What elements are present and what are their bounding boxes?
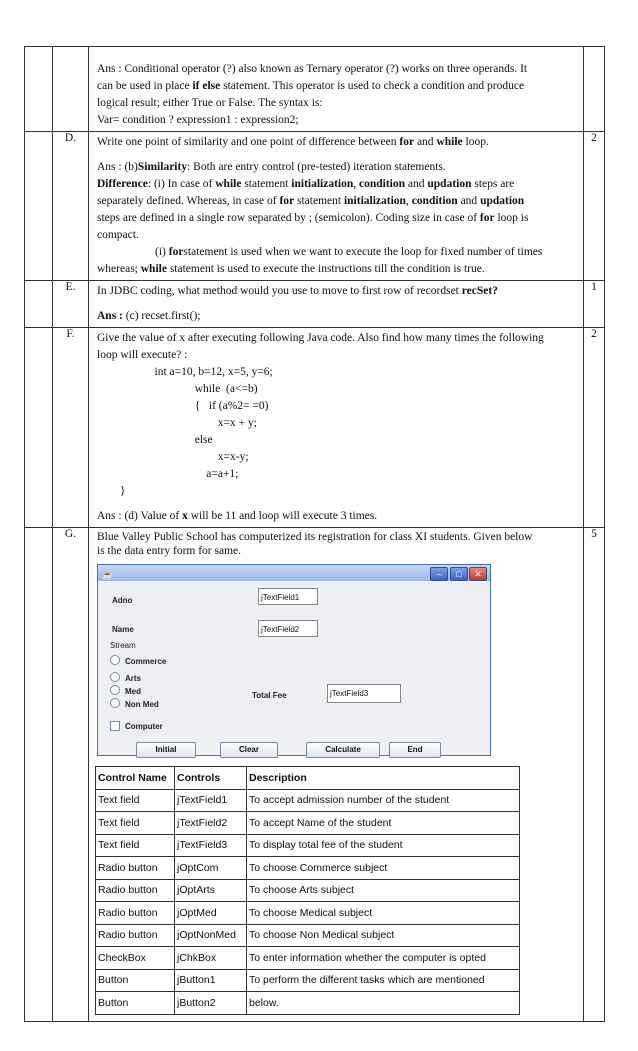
initial-button[interactable]: Initial (136, 742, 196, 758)
minimize-button[interactable]: – (430, 567, 448, 581)
name-field[interactable]: jTextField2 (258, 620, 318, 637)
table-cell: Text field (96, 834, 175, 857)
arts-radio[interactable] (110, 672, 120, 682)
table-cell: jOptNonMed (175, 924, 247, 947)
total-fee-field[interactable]: jTextField3 (327, 684, 401, 703)
answer-line: can be used in place if else statement. This operator is used to check a condition and produce (97, 80, 525, 92)
question-text: Give the value of x after executing following Java code. Also find how many times the following (97, 332, 544, 344)
question-e (89, 281, 584, 328)
end-button[interactable]: End (389, 742, 441, 758)
table-cell: jTextField1 (175, 789, 247, 812)
question-g (89, 528, 584, 1022)
question-f (89, 328, 584, 528)
question-number: F. (53, 328, 89, 528)
table-row (96, 992, 520, 1015)
table-cell: jButton2 (175, 992, 247, 1015)
table-cell: Radio button (96, 879, 175, 902)
marks: 2 (584, 328, 605, 528)
answer-line: whereas; while statement is used to execute the instructions till the condition is true. (97, 263, 485, 275)
row-c-answer (89, 47, 584, 132)
table-cell: jButton1 (175, 969, 247, 992)
table-cell: Button (96, 969, 175, 992)
table-row (96, 902, 520, 925)
table-cell: jOptMed (175, 902, 247, 925)
window-title-bar (98, 565, 490, 581)
table-row (96, 879, 520, 902)
table-row (96, 834, 520, 857)
row-d (25, 132, 605, 281)
table-cell: To perform the different tasks which are mentioned (247, 969, 520, 992)
answer-line: Ans : (b)Similarity: Both are entry control (pre-tested) iteration statements. (97, 161, 446, 173)
table-cell: jChkBox (175, 947, 247, 970)
adno-label: Adno (112, 596, 133, 605)
answer-line: logical result; either True or False. The syntax is: (97, 97, 323, 109)
answer-line: Difference: (i) In case of while statement initialization, condition and updation steps are (97, 178, 515, 190)
row-f (25, 328, 605, 528)
table-row (96, 789, 520, 812)
data-entry-form-window (97, 564, 491, 756)
question-text: loop will execute? : (97, 349, 188, 361)
question-d (89, 132, 584, 281)
table-cell: jTextField3 (175, 834, 247, 857)
row-c-continuation (25, 47, 605, 132)
answer-line: Ans : (c) recset.first(); (97, 310, 201, 322)
question-page (24, 46, 605, 1009)
table-cell: jOptArts (175, 879, 247, 902)
table-cell: below. (247, 992, 520, 1015)
table-cell: Radio button (96, 902, 175, 925)
table-cell: Button (96, 992, 175, 1015)
question-number: G. (53, 528, 89, 1022)
table-row (96, 924, 520, 947)
nonmed-radio[interactable] (110, 698, 120, 708)
question-table (24, 46, 605, 1022)
answer-line: Ans : (d) Value of x will be 11 and loop will execute 3 times. (97, 510, 378, 522)
total-fee-label: Total Fee (252, 691, 287, 700)
answer-line: steps are defined in a single row separated by ; (semicolon). Coding size in case of for loop is (97, 212, 529, 224)
table-cell: CheckBox (96, 947, 175, 970)
commerce-label: Commerce (125, 657, 167, 666)
table-cell: Radio button (96, 857, 175, 880)
med-radio[interactable] (110, 685, 120, 695)
column-header: Control Name (96, 767, 175, 790)
question-number: D. (53, 132, 89, 281)
row-g (25, 528, 605, 1022)
java-cup-icon: ☕ (102, 570, 114, 580)
question-text: In JDBC coding, what method would you use to move to first row of recordset recSet? (97, 285, 498, 297)
computer-label: Computer (125, 722, 163, 731)
clear-button[interactable]: Clear (220, 742, 278, 758)
table-cell: To choose Arts subject (247, 879, 520, 902)
row-e (25, 281, 605, 328)
arts-label: Arts (125, 674, 142, 683)
question-number: E. (53, 281, 89, 328)
table-cell: jOptCom (175, 857, 247, 880)
column-header: Controls (175, 767, 247, 790)
computer-checkbox[interactable] (110, 721, 120, 731)
answer-line: Var= condition ? expression1 : expression2; (97, 114, 299, 126)
name-label: Name (112, 625, 134, 634)
table-cell: Text field (96, 789, 175, 812)
table-cell: To choose Commerce subject (247, 857, 520, 880)
table-cell: Radio button (96, 924, 175, 947)
table-row (96, 969, 520, 992)
table-row (96, 947, 520, 970)
med-label: Med (125, 687, 141, 696)
question-text: Write one point of similarity and one point of difference between for and while loop. (97, 136, 489, 148)
maximize-button[interactable]: □ (450, 567, 468, 581)
table-cell: To enter information whether the computer is opted (247, 947, 520, 970)
answer-line: compact. (97, 229, 139, 241)
calculate-button[interactable]: Calculate (306, 742, 380, 758)
answer-line: Ans : Conditional operator (?) also known as Ternary operator (?) works on three operands. It (97, 63, 528, 75)
adno-field[interactable]: jTextField1 (258, 588, 318, 605)
table-cell: To display total fee of the student (247, 834, 520, 857)
answer-line: separately defined. Whereas, in case of for statement initialization, condition and updation (97, 195, 525, 207)
question-text: is the data entry form for same. (97, 545, 242, 557)
table-row (96, 857, 520, 880)
table-cell: To accept Name of the student (247, 812, 520, 835)
table-cell: To choose Medical subject (247, 902, 520, 925)
question-text: Blue Valley Public School has computerized its registration for class XI students. Given below (97, 531, 533, 543)
column-header: Description (247, 767, 520, 790)
java-code: int a=10, b=12, x=5, y=6; while (a<=b) { if (a%2= =0) x=x + y; else x=x-y; a=a+1; } (120, 366, 273, 497)
stream-label: Stream (110, 641, 136, 650)
nonmed-label: Non Med (125, 700, 159, 709)
marks: 2 (584, 132, 605, 281)
answer-line: (i) forstatement is used when we want to execute the loop for fixed number of times (155, 246, 543, 258)
table-cell: jTextField2 (175, 812, 247, 835)
close-button[interactable]: ✕ (469, 567, 487, 581)
table-cell: To accept admission number of the student (247, 789, 520, 812)
table-row (96, 812, 520, 835)
marks: 1 (584, 281, 605, 328)
commerce-radio[interactable] (110, 655, 120, 665)
table-cell: To choose Non Medical subject (247, 924, 520, 947)
table-header-row (96, 767, 520, 790)
table-cell: Text field (96, 812, 175, 835)
marks: 5 (584, 528, 605, 1022)
controls-table (95, 766, 520, 1015)
